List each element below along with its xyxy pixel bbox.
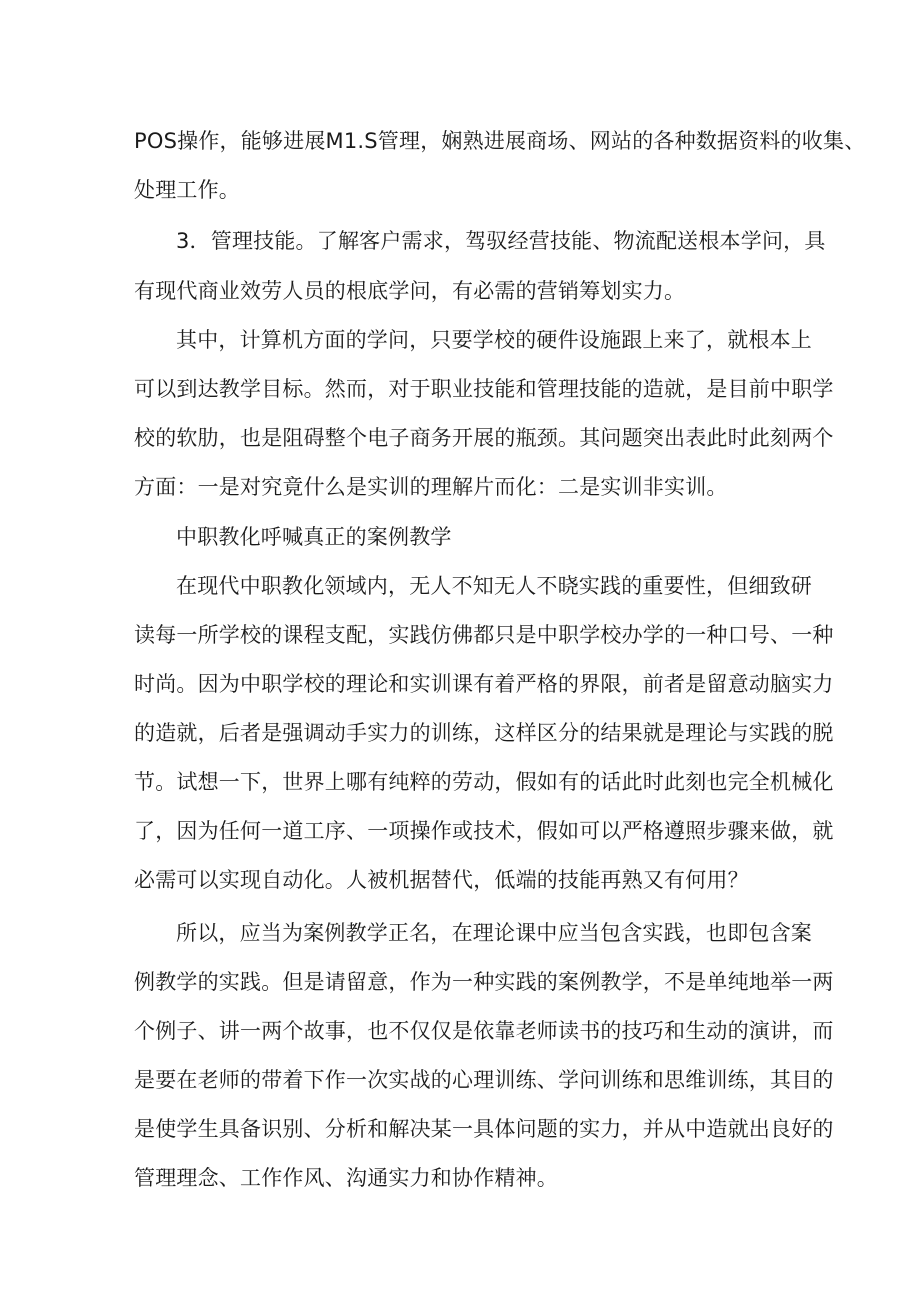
text-line: 了，因为任何一道工序、一项操作或技术，假如可以严格遵照步骤来做，就 — [134, 819, 834, 843]
text-line: POS操作，能够进展M1.S管理，娴熟进展商场、网站的各种数据资料的收集、 — [134, 129, 866, 153]
text-line: 处理工作。 — [134, 178, 240, 202]
text-line: 读每一所学校的课程支配，实践仿佛都只是中职学校办学的一种口号、一种 — [134, 623, 834, 647]
text-line: 可以到达教学目标。然而，对于职业技能和管理技能的造就，是目前中职学 — [134, 377, 834, 401]
text-line: 其中，计算机方面的学问，只要学校的硬件设施跟上来了，就根本上 — [176, 328, 812, 352]
text-line: 有现代商业效劳人员的根底学问，有必需的营销筹划实力。 — [134, 279, 686, 303]
text-line: 是使学生具备识别、分析和解决某一具体问题的实力，并从中造就出良好的 — [134, 1117, 834, 1141]
section-heading: 中职教化呼喊真正的案例教学 — [176, 525, 452, 549]
text-line: 节。试想一下，世界上哪有纯粹的劳动，假如有的话此时此刻也完全机械化 — [134, 770, 834, 794]
text-line: 是要在老师的带着下作一次实战的心理训练、学问训练和思维训练，其目的 — [134, 1068, 834, 1092]
text-line: 个例子、讲一两个故事，也不仅仅是依靠老师读书的技巧和生动的演讲，而 — [134, 1019, 834, 1043]
text-line: 3．管理技能。了解客户需求，驾驭经营技能、物流配送根本学问，具 — [176, 229, 826, 253]
text-line: 所以，应当为案例教学正名，在理论课中应当包含实践，也即包含案 — [176, 921, 812, 945]
text-line: 时尚。因为中职学校的理论和实训课有着严格的界限，前者是留意动脑实力 — [134, 672, 834, 696]
text-line: 方面：一是对究竟什么是实训的理解片而化：二是实训非实训。 — [134, 475, 728, 499]
text-line: 必需可以实现自动化。人被机据替代，低端的技能再熟又有何用？ — [134, 868, 749, 892]
text-line: 校的软肋，也是阻碍整个电子商务开展的瓶颈。其问题突出表此时此刻两个 — [134, 426, 834, 450]
text-line: 管理理念、工作作风、沟通实力和协作精神。 — [134, 1166, 558, 1190]
text-line: 例教学的实践。但是请留意，作为一种实践的案例教学，不是单纯地举一两 — [134, 970, 834, 994]
text-line: 在现代中职教化领域内，无人不知无人不晓实践的重要性，但细致研 — [176, 574, 812, 598]
text-line: 的造就，后者是强调动手实力的训练，这样区分的结果就是理论与实践的脱 — [134, 721, 834, 745]
